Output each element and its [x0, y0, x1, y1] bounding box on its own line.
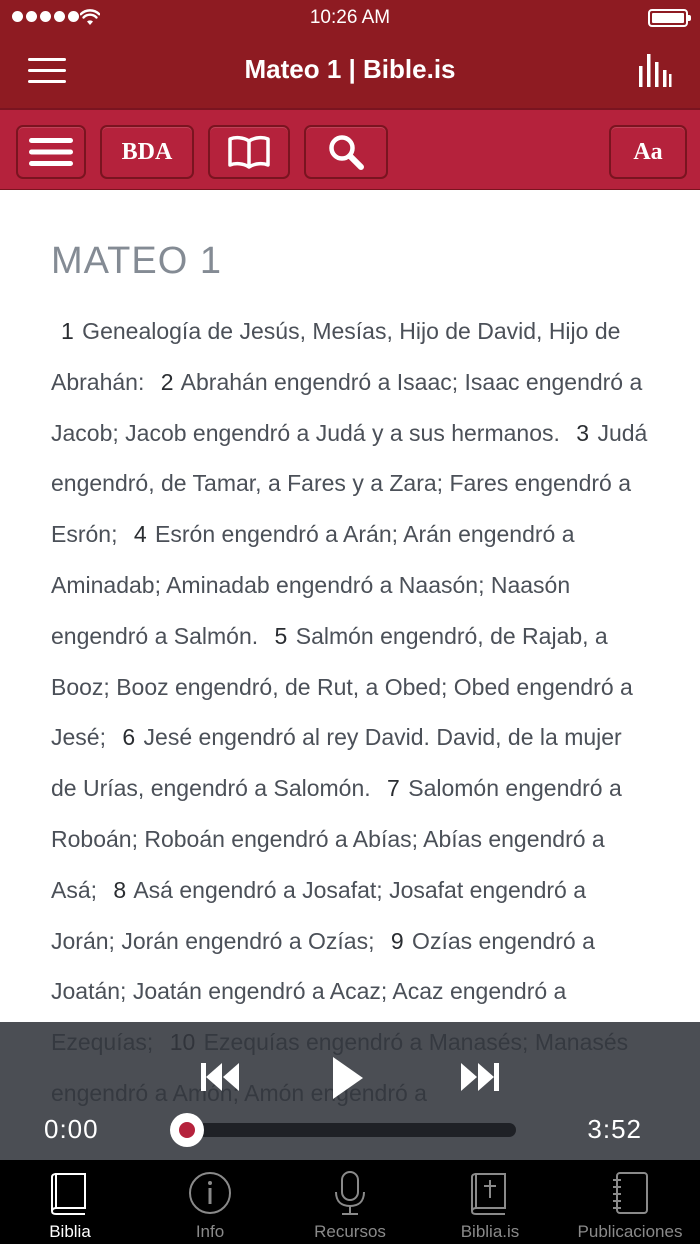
reading-area[interactable]: [0, 190, 700, 1160]
audio-player: [0, 1022, 700, 1160]
tab-bar: [0, 1160, 700, 1244]
chapter-text: [51, 306, 651, 1119]
verse-number: 5: [274, 622, 288, 649]
page-title: Mateo 1 | Bible.is: [244, 54, 456, 84]
tab-biblia[interactable]: [0, 1160, 140, 1244]
info-icon: [187, 1170, 233, 1216]
tab-label: Info: [195, 1222, 225, 1241]
search-button[interactable]: [304, 125, 388, 179]
tab-label: Biblia: [49, 1222, 91, 1241]
microphone-icon: [327, 1170, 373, 1216]
verse-text[interactable]: Salomón engendró a Roboán; Roboán engendró a Abías; Abías engendró a Asá;: [51, 775, 622, 903]
audio-levels-button[interactable]: [638, 52, 672, 88]
list-icon: [29, 137, 73, 167]
duration-time: 3:52: [587, 1114, 642, 1144]
chapter-title: MATEO 1: [51, 240, 222, 282]
verse-number: 2: [160, 368, 174, 395]
status-bar: [0, 0, 700, 36]
book-icon: [47, 1170, 93, 1216]
font-settings-button[interactable]: Aa: [609, 125, 687, 179]
verse-text[interactable]: Esrón engendró a Arán; Arán engendró a Aminadab; Aminadab engendró a Naasón; Naasón engendró a Salmón.: [51, 521, 575, 649]
tab-label: Biblia.is: [460, 1222, 520, 1241]
verse-number: 8: [113, 876, 127, 903]
verse-number: 7: [387, 775, 400, 802]
verse-number: 1: [61, 318, 74, 344]
open-book-icon: [227, 135, 271, 169]
status-time: 10:26 AM: [309, 7, 391, 28]
verse-number: 6: [122, 724, 136, 751]
skip-back-button[interactable]: [201, 1062, 241, 1092]
bible-cross-icon: [467, 1170, 513, 1216]
verse-text[interactable]: Jesé engendró al rey David. David, de la mujer de Urías, engendró a Salomón.: [51, 724, 622, 802]
tab-info[interactable]: [140, 1160, 280, 1244]
tab-recursos[interactable]: [280, 1160, 420, 1244]
top-bar: [0, 0, 700, 108]
verse-number: 4: [133, 521, 147, 548]
verse-text[interactable]: Abrahán engendró a Isaac; Isaac engendró a Jacob; Jacob engendró a Judá y a sus hermanos.: [51, 368, 643, 446]
verse-number: 3: [576, 419, 590, 446]
play-button[interactable]: [332, 1056, 364, 1100]
verse-text[interactable]: Judá engendró, de Tamar, a Fares y a Zara; Fares engendró a Esrón;: [51, 419, 648, 548]
verse-text[interactable]: Genealogía de Jesús, Mesías, Hijo de David, Hijo de Abrahán:: [51, 318, 621, 395]
tab-label: Recursos: [314, 1222, 386, 1241]
verse-text[interactable]: Ozías engendró a Joatán; Joatán engendró a Acaz; Acaz engendró a: [51, 927, 595, 1005]
book-select-button[interactable]: [208, 125, 290, 179]
verse-text[interactable]: Salmón engendró, de Rajab, a Booz; Booz engendró, de Rut, a Obed; Obed engendró a Jesé;: [51, 622, 633, 751]
reader-toolbar: [0, 108, 700, 190]
elapsed-time: 0:00: [44, 1114, 99, 1144]
chapters-menu-button[interactable]: [16, 125, 86, 179]
verse-text[interactable]: Asá engendró a Josafat; Josafat engendró a Jorán; Jorán engendró a Ozías;: [51, 876, 586, 954]
progress-track[interactable]: [186, 1123, 516, 1137]
notebook-icon: [607, 1170, 653, 1216]
verse-number: 9: [390, 927, 404, 954]
tab-publicaciones[interactable]: [560, 1160, 700, 1244]
version-button[interactable]: BDA: [100, 125, 194, 179]
tab-biblia-is[interactable]: [420, 1160, 560, 1244]
battery-icon: [648, 9, 688, 27]
tab-label: Publicaciones: [577, 1222, 683, 1241]
search-icon: [327, 133, 365, 171]
skip-forward-button[interactable]: [459, 1062, 499, 1092]
progress-scrubber[interactable]: [170, 1113, 204, 1147]
